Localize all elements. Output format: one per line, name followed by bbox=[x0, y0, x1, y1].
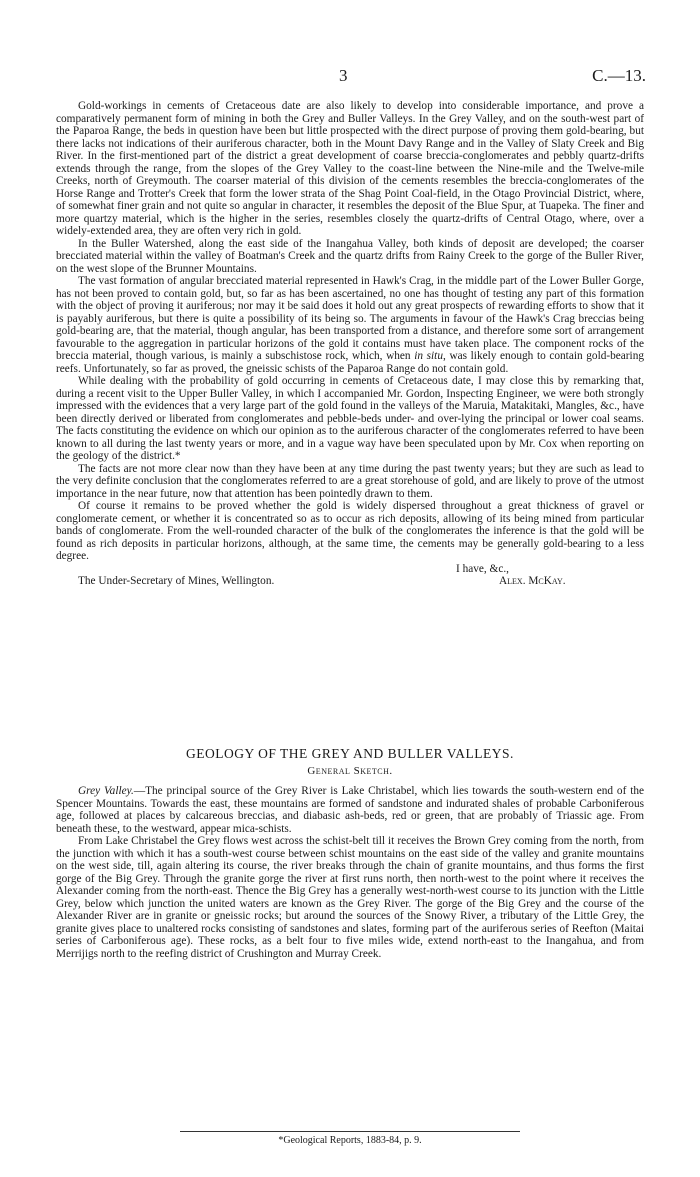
paragraph: While dealing with the probability of gold occurring in cements of Cretaceous date, I may close this by remarking that, during a recent visit to the Upper Buller Valley, in which I accompanied Mr. Gordon, Inspecting Engineer, we were both strongly impressed with the evidences that a very large part of the gold found in the valleys of the Maruia, Matakitaki, Mangles, &c., have been directly derived or liberated from conglomerates and pebble-beds under- and over-lying the principal or lower coal seams. The facts constituting the evidence on which our opinion as to the auriferous character of the conglomerates referred to have been known to all during the last twenty years or more, and in a vague way have been speculated upon by Mr. Cox when reporting on the geology of the district.* bbox=[56, 375, 644, 462]
closing-line bbox=[56, 563, 644, 576]
addressee: The Under-Secretary of Mines, Wellington. bbox=[78, 575, 275, 587]
paragraph-text: , was likely enough to contain gold-bearing reefs. Unfortunately, so far as proved, the gneissic schists of the Paparoa Range do not contain gold. bbox=[56, 350, 644, 375]
section-body bbox=[56, 785, 644, 960]
paragraph-text: —The principal source of the Grey River is Lake Christabel, which lies towards the south-western end of the Spencer Mountains. Towards the east, these mountains are formed of sandstone and indurated shales of probable Carboniferous age, followed at places by calcareous breccias, and diabasic ash-beds, red or green, that are probably of Triassic age. From beneath these, to the westward, appear mica-schists. bbox=[56, 785, 644, 835]
italic-phrase: in situ bbox=[414, 350, 443, 362]
paragraph: Of course it remains to be proved whether the gold is widely dispersed throughout a great thickness of gravel or conglomerate cement, or whether it is concentrated so as to occur as rich deposits, allowing of its being mined from particular bands of conglomerate. From the well-rounded character of the bulk of the conglomerates the inference is that the gold will be found as rich deposits in particular horizons, although, at the same time, the cements may be generally gold-bearing to a less degree. bbox=[56, 500, 644, 562]
page-number: 3 bbox=[339, 66, 348, 85]
section-subtitle: General Sketch. bbox=[307, 765, 393, 777]
paragraph-text: The vast formation of angular brecciated material represented in Hawk's Crag, in the middle part of the Lower Buller Gorge, has not been proved to contain gold, but, so far as has been ascertained, no one has thought of testing any part of this formation with the object of proving it auriferous; nor may it be said does it hold out any great prospects of rewarding efforts to show that it is payably auriferous, but there is quite a possibility of its being so. The arguments in favour of the Hawk's Crag breccias being gold-bearing are, that the material, though angular, has been transported from a distance, and therefore some sort of arrangement favourable to the aggregation in particular horizons of the gold it contains must have taken place. The component rocks of the breccia material, though various, is mainly a subschistose rock, which, when bbox=[56, 275, 644, 362]
section-title: GEOLOGY OF THE GREY AND BULLER VALLEYS. bbox=[186, 746, 514, 761]
paragraph: Gold-workings in cements of Cretaceous date are also likely to develop into considerable importance, and prove a comparatively permanent form of mining in both the Grey and Buller Valleys. In the Grey Valley, and on the south-west part of the Paparoa Range, the beds in question have been but little prospected with the direct purpose of proving them gold-bearing, but there lacks not indications of their auriferous character, both in the Mount Davy Range and in the Valley of Slaty Creek and Big River. In the first-mentioned part of the district a great development of coarse breccia-conglomerates and pebbly quartz-drifts extends through the range, from the slopes of the Grey Valley to the coast-line between the Nine-mile and the Twelve-mile Creeks, north of Greymouth. The coarser material of this division of the cements resembles the breccia-conglomerates of the Horse Range and Trotter's Creek that form the lower strata of the Shag Point Coal-field, in the Otago Provincial District, where, of somewhat finer grain and not quite so angular in character, it resembles the deposit of the Blue Spur, at Tuapeka. The finer and more quartzy material, which is the higher in the series, resembles closely the quartz-drifts of Central Otago, where, over a widely-extended area, they are often very rich in gold. bbox=[56, 100, 644, 237]
footnote-divider bbox=[180, 1131, 520, 1132]
italic-lead: Grey Valley. bbox=[78, 785, 134, 797]
closing: I have, &c., bbox=[456, 562, 510, 575]
document-reference: C.—13. bbox=[592, 66, 646, 85]
page-header bbox=[0, 66, 700, 86]
footnote: *Geological Reports, 1883-84, p. 9. bbox=[278, 1135, 422, 1146]
paragraph: In the Buller Watershed, along the east side of the Inangahua Valley, both kinds of deposit are developed; the coarser brecciated material within the valley of Boatman's Creek and the quartz drifts from Rainy Creek to the gorge of the Buller River, on the west slope of the Brunner Mountains. bbox=[56, 237, 644, 275]
paragraph: From Lake Christabel the Grey flows west across the schist-belt till it receives the Brown Grey coming from the north, from the junction with which it has a south-west course between schist mountains on the east side of the valley and granite mountains on the west side, till, again altering its course, the river breaks through the chain of granite mountains, and thus forms the first gorge of the Big Grey. Through the granite gorge the river at first runs north, then north-west to the point where it receives the Alexander coming from the north-east. Thence the Big Grey has a generally west-north-west course to its junction with the Little Grey, below which junction the united waters are known as the Grey River. The gorge of the Big Grey and the course of the Alexander River are in granite or gneissic rocks; but around the sources of the Snowy River, a tributary of the Little Grey, the granite gives place to unaltered rocks consisting of sandstones and slates, forming part of the auriferous series of Reefton (Maitai series of Carboniferous age). These rocks, as a belt four to five miles wide, extend north-east to the Inangahua, and from Merrijigs north to the reefing district of Crushington and Murray Creek. bbox=[56, 835, 644, 960]
paragraph: The facts are not more clear now than they have been at any time during the past twenty years; but they are such as lead to the very definite conclusion that the conglomerates referred to are a great storehouse of gold, and are likely to prove of the utmost importance in the near future, now that attention has been pointedly drawn to them. bbox=[56, 462, 644, 500]
paragraph bbox=[56, 785, 644, 835]
signature-line bbox=[56, 575, 644, 588]
signature: Alex. McKay. bbox=[499, 575, 566, 587]
letter-body bbox=[56, 100, 644, 588]
paragraph bbox=[56, 275, 644, 375]
